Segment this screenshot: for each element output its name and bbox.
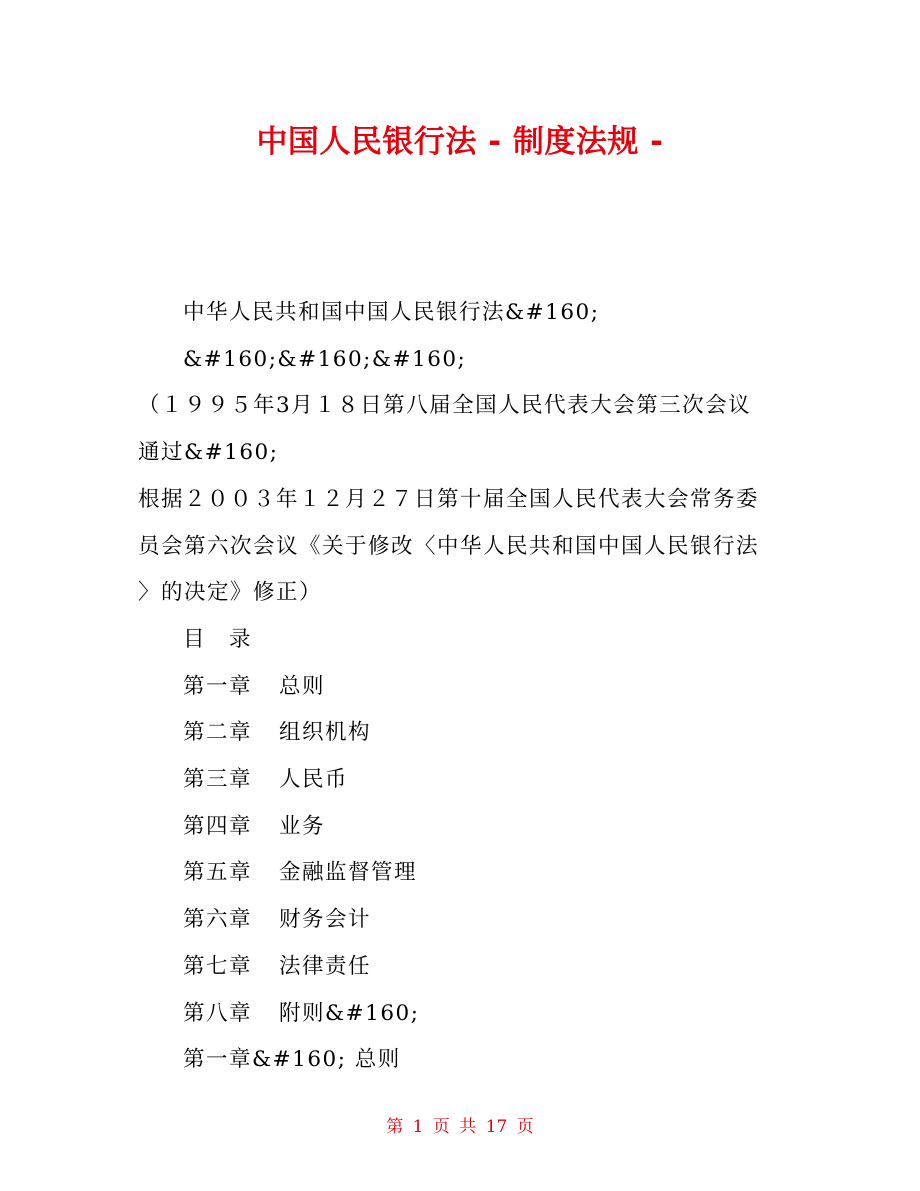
- toc-item: [138, 897, 798, 944]
- page-number-footer: 第 1 页 共 17 页: [386, 1117, 534, 1137]
- toc-chapter-name: 法律责任: [279, 953, 372, 979]
- amendment-note-line-1: 根据２００３年１２月２７日第十届全国人民代表大会常务委: [138, 486, 760, 512]
- toc-chapter-name: 组织机构: [279, 720, 372, 746]
- toc-heading: 目 录: [183, 626, 253, 652]
- toc-chapter-number: 第二章: [183, 720, 253, 746]
- law-name: 中华人民共和国中国人民银行法&#160;: [183, 300, 600, 325]
- toc-item: [138, 991, 798, 1038]
- toc-item: [138, 850, 798, 897]
- chapter-one-heading: 第一章&#160; 总则: [183, 1047, 401, 1073]
- toc-chapter-name: 金融监督管理: [279, 860, 418, 886]
- toc-chapter-number: 第七章: [183, 953, 253, 979]
- toc-item: [138, 804, 798, 851]
- toc-chapter-name: 总则: [279, 673, 326, 699]
- toc-chapter-number: 第三章: [183, 767, 253, 793]
- document-title: 中国人民银行法 - 制度法规 -: [256, 124, 664, 160]
- toc-item: [138, 757, 798, 804]
- amendment-note-line-2: 员会第六次会议《关于修改〈中华人民共和国中国人民银行法: [138, 533, 760, 559]
- toc-chapter-name: 附则&#160;: [279, 1000, 420, 1026]
- toc-item: [138, 710, 798, 757]
- toc-chapter-name: 人民币: [279, 767, 349, 793]
- adoption-note-line-2: 通过&#160;: [138, 440, 279, 466]
- blank-entity-line: &#160;&#160;&#160;: [183, 346, 467, 372]
- toc-item: [138, 664, 798, 711]
- toc-item: [138, 944, 798, 991]
- toc-chapter-number: 第六章: [183, 907, 253, 933]
- adoption-note-line-1: （１９９５年3月１８日第八届全国人民代表大会第三次会议: [138, 393, 752, 419]
- toc-chapter-name: 业务: [279, 813, 326, 839]
- toc-chapter-number: 第五章: [183, 860, 253, 886]
- toc-chapter-number: 第一章: [183, 673, 253, 699]
- toc-chapter-number: 第四章: [183, 813, 253, 839]
- amendment-note-line-3: 〉的决定》修正）: [138, 580, 323, 606]
- document-body: [138, 290, 798, 1084]
- toc-chapter-name: 财务会计: [279, 907, 372, 933]
- toc-chapter-number: 第八章: [183, 1000, 253, 1026]
